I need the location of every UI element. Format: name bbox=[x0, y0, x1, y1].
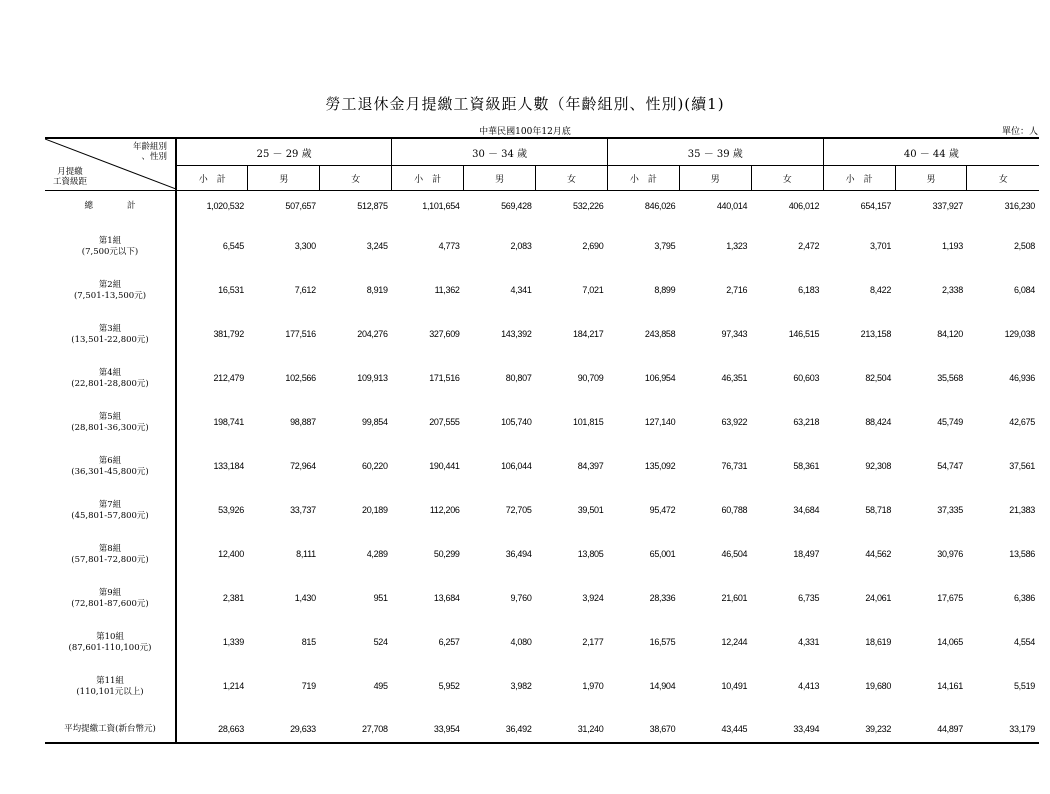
table-cell: 19,680 bbox=[865, 681, 892, 691]
table-cell: 171,516 bbox=[429, 373, 460, 383]
table-cell: 6,084 bbox=[1013, 285, 1035, 295]
table-cell: 204,276 bbox=[357, 329, 388, 339]
table-cell: 654,157 bbox=[860, 201, 892, 211]
table-cell: 109,913 bbox=[357, 373, 388, 383]
table-cell: 10,491 bbox=[721, 681, 748, 691]
row-label-group: 第4組 bbox=[98, 368, 122, 378]
table-cell: 7,612 bbox=[294, 285, 316, 295]
table-cell: 28,336 bbox=[649, 593, 676, 603]
table-row bbox=[45, 716, 1039, 743]
row-label bbox=[45, 408, 176, 452]
table-cell: 512,875 bbox=[357, 201, 388, 211]
corner-top-label-1: 年齡組別 bbox=[132, 142, 167, 152]
row-label-group: 第1組 bbox=[98, 236, 122, 246]
male-header: 男 bbox=[464, 166, 536, 191]
table-cell: 17,675 bbox=[937, 593, 963, 603]
table-row bbox=[45, 408, 1039, 452]
table-cell: 524 bbox=[373, 637, 388, 647]
table-cell: 316,230 bbox=[1004, 201, 1035, 211]
table-cell: 102,566 bbox=[285, 373, 316, 383]
table-cell: 1,101,654 bbox=[422, 201, 460, 211]
table-cell: 440,014 bbox=[716, 201, 748, 211]
table-row bbox=[45, 320, 1039, 364]
table-cell: 243,858 bbox=[644, 329, 676, 339]
table-cell: 92,308 bbox=[865, 461, 892, 471]
table-cell: 4,080 bbox=[510, 637, 532, 647]
row-label-group: 第6組 bbox=[98, 456, 122, 466]
table-cell: 46,936 bbox=[1009, 373, 1035, 383]
table-cell: 129,038 bbox=[1004, 329, 1035, 339]
table-title: 勞工退休金月提繳工資級距人數（年齡組別、性別)(續1) bbox=[325, 95, 725, 113]
row-label-range: (13,501-22,800元) bbox=[71, 335, 149, 345]
female-header: 女 bbox=[751, 166, 823, 191]
table-cell: 4,341 bbox=[510, 285, 532, 295]
table-cell: 46,504 bbox=[721, 549, 748, 559]
table-cell: 6,735 bbox=[798, 593, 820, 603]
age-group-header: 40 － 44 歲 bbox=[823, 138, 1039, 166]
row-label-range: (57,801-72,800元) bbox=[71, 555, 149, 565]
table-cell: 101,815 bbox=[573, 417, 604, 427]
table-cell: 2,083 bbox=[510, 241, 532, 251]
table-cell: 6,386 bbox=[1013, 593, 1035, 603]
table-cell: 37,335 bbox=[937, 505, 963, 515]
table-cell: 14,065 bbox=[937, 637, 963, 647]
row-label-range: (36,301-45,800元) bbox=[71, 467, 149, 477]
table-cell: 35,568 bbox=[937, 373, 963, 383]
female-header: 女 bbox=[967, 166, 1039, 191]
table-cell: 4,554 bbox=[1013, 637, 1035, 647]
table-cell: 532,226 bbox=[573, 201, 604, 211]
table-cell: 72,705 bbox=[505, 505, 532, 515]
table-cell: 34,684 bbox=[793, 505, 820, 515]
table-cell: 4,331 bbox=[798, 637, 820, 647]
table-cell: 8,422 bbox=[870, 285, 892, 295]
table-cell: 846,026 bbox=[644, 201, 676, 211]
table-cell: 112,206 bbox=[429, 505, 460, 515]
table-cell: 1,020,532 bbox=[206, 201, 244, 211]
row-label-group: 第5組 bbox=[98, 412, 122, 422]
table-row bbox=[45, 672, 1039, 716]
table-cell: 106,044 bbox=[501, 461, 532, 471]
data-table bbox=[45, 137, 1039, 744]
table-cell: 106,954 bbox=[644, 373, 676, 383]
row-label-range: (22,801-28,800元) bbox=[71, 379, 149, 389]
row-label bbox=[45, 628, 176, 672]
subtotal-header: 小 計 bbox=[392, 166, 464, 191]
table-cell: 1,970 bbox=[582, 681, 604, 691]
table-cell: 43,445 bbox=[679, 716, 751, 743]
table-cell: 213,158 bbox=[860, 329, 892, 339]
table-cell: 3,701 bbox=[870, 241, 892, 251]
table-row bbox=[45, 232, 1039, 276]
row-label bbox=[45, 320, 176, 364]
table-cell: 495 bbox=[373, 681, 388, 691]
table-cell: 63,218 bbox=[793, 417, 820, 427]
row-label bbox=[45, 584, 176, 628]
table-cell: 7,021 bbox=[582, 285, 604, 295]
table-cell: 4,413 bbox=[798, 681, 820, 691]
table-cell: 31,240 bbox=[536, 716, 608, 743]
row-label-group: 第11組 bbox=[96, 676, 124, 686]
table-cell: 72,964 bbox=[290, 461, 316, 471]
table-cell: 127,140 bbox=[644, 417, 676, 427]
table-cell: 13,586 bbox=[1009, 549, 1035, 559]
unit-caption: 單位：人 bbox=[1001, 127, 1038, 137]
table-cell: 1,430 bbox=[294, 593, 316, 603]
table-row bbox=[45, 452, 1039, 496]
table-cell: 1,214 bbox=[222, 681, 244, 691]
table-cell: 2,338 bbox=[941, 285, 963, 295]
row-label bbox=[45, 191, 176, 233]
subtotal-header: 小 計 bbox=[176, 166, 248, 191]
table-cell: 6,257 bbox=[438, 637, 460, 647]
table-cell: 39,501 bbox=[577, 505, 604, 515]
table-cell: 84,120 bbox=[937, 329, 963, 339]
row-label-range: (110,101元以上) bbox=[76, 687, 144, 697]
table-cell: 8,919 bbox=[366, 285, 388, 295]
table-cell: 135,092 bbox=[644, 461, 676, 471]
table-cell: 60,603 bbox=[793, 373, 820, 383]
table-row bbox=[45, 584, 1039, 628]
table-cell: 14,904 bbox=[649, 681, 676, 691]
row-label bbox=[45, 232, 176, 276]
table-cell: 11,362 bbox=[434, 285, 460, 295]
table-cell: 2,381 bbox=[222, 593, 244, 603]
row-label bbox=[45, 540, 176, 584]
table-cell: 76,731 bbox=[721, 461, 748, 471]
table-cell: 54,747 bbox=[937, 461, 963, 471]
table-cell: 33,494 bbox=[751, 716, 823, 743]
corner-top-label-2: 、性別 bbox=[141, 152, 167, 162]
table-cell: 3,300 bbox=[294, 241, 316, 251]
table-row bbox=[45, 628, 1039, 672]
table-row bbox=[45, 540, 1039, 584]
row-label-group: 第7組 bbox=[98, 500, 122, 510]
table-cell: 143,392 bbox=[501, 329, 532, 339]
row-label-range: (87,601-110,100元) bbox=[68, 643, 152, 653]
table-cell: 1,193 bbox=[941, 241, 963, 251]
table-cell: 44,897 bbox=[895, 716, 967, 743]
table-cell: 6,545 bbox=[222, 241, 244, 251]
table-cell: 13,805 bbox=[577, 549, 604, 559]
row-label bbox=[45, 496, 176, 540]
table-cell: 44,562 bbox=[865, 549, 892, 559]
subtotal-header: 小 計 bbox=[823, 166, 895, 191]
table-cell: 46,351 bbox=[721, 373, 748, 383]
table-cell: 719 bbox=[301, 681, 316, 691]
table-row bbox=[45, 364, 1039, 408]
table-cell: 36,494 bbox=[505, 549, 532, 559]
row-label bbox=[45, 716, 176, 743]
table-cell: 16,575 bbox=[649, 637, 676, 647]
corner-header bbox=[45, 138, 176, 191]
table-cell: 2,716 bbox=[726, 285, 748, 295]
table-cell: 12,400 bbox=[218, 549, 244, 559]
table-cell: 198,741 bbox=[213, 417, 244, 427]
table-cell: 37,561 bbox=[1009, 461, 1035, 471]
row-label-group: 平均提繳工資(新台幣元) bbox=[64, 723, 156, 734]
table-cell: 212,479 bbox=[213, 373, 244, 383]
row-label-group: 第2組 bbox=[98, 280, 122, 290]
table-cell: 58,361 bbox=[793, 461, 820, 471]
table-cell: 42,675 bbox=[1009, 417, 1035, 427]
table-cell: 33,954 bbox=[392, 716, 464, 743]
row-label-range: (7,500元以下) bbox=[81, 247, 139, 257]
table-cell: 327,609 bbox=[429, 329, 460, 339]
table-body bbox=[45, 191, 1039, 744]
table-cell: 24,061 bbox=[865, 593, 892, 603]
table-cell: 569,428 bbox=[501, 201, 532, 211]
table-cell: 50,299 bbox=[433, 549, 460, 559]
table-cell: 30,976 bbox=[937, 549, 963, 559]
table-row bbox=[45, 276, 1039, 320]
male-header: 男 bbox=[248, 166, 320, 191]
table-cell: 36,492 bbox=[464, 716, 536, 743]
table-cell: 146,515 bbox=[788, 329, 820, 339]
table-cell: 9,760 bbox=[510, 593, 532, 603]
table-cell: 6,183 bbox=[798, 285, 820, 295]
row-label-range: (45,801-57,800元) bbox=[71, 511, 149, 521]
table-cell: 33,737 bbox=[290, 505, 316, 515]
table-cell: 1,339 bbox=[222, 637, 244, 647]
female-header: 女 bbox=[536, 166, 608, 191]
table-cell: 58,718 bbox=[865, 505, 892, 515]
table-cell: 29,633 bbox=[248, 716, 320, 743]
table-cell: 8,111 bbox=[296, 549, 316, 559]
row-label-group: 第3組 bbox=[98, 324, 122, 334]
row-label-range: (72,801-87,600元) bbox=[71, 599, 149, 609]
table-cell: 97,343 bbox=[721, 329, 748, 339]
row-label-group: 第10組 bbox=[96, 632, 124, 642]
table-cell: 5,952 bbox=[438, 681, 460, 691]
table-cell: 13,684 bbox=[433, 593, 460, 603]
table-cell: 177,516 bbox=[285, 329, 316, 339]
table-cell: 3,795 bbox=[654, 241, 676, 251]
table-cell: 63,922 bbox=[721, 417, 748, 427]
male-header: 男 bbox=[895, 166, 967, 191]
table-cell: 2,508 bbox=[1013, 241, 1035, 251]
table-cell: 8,899 bbox=[654, 285, 676, 295]
age-group-header: 30 － 34 歲 bbox=[392, 138, 608, 166]
table-cell: 2,472 bbox=[798, 241, 820, 251]
row-label-group: 總 計 bbox=[84, 201, 136, 211]
table-row bbox=[45, 496, 1039, 540]
table-cell: 38,670 bbox=[607, 716, 679, 743]
table-cell: 133,184 bbox=[213, 461, 244, 471]
table-cell: 3,245 bbox=[366, 241, 388, 251]
row-label bbox=[45, 276, 176, 320]
table-cell: 88,424 bbox=[865, 417, 892, 427]
table-cell: 190,441 bbox=[429, 461, 460, 471]
table-cell: 2,690 bbox=[582, 241, 604, 251]
table-cell: 53,926 bbox=[218, 505, 244, 515]
table-cell: 406,012 bbox=[788, 201, 820, 211]
female-header: 女 bbox=[320, 166, 392, 191]
corner-bottom-label-2: 工資級距 bbox=[53, 177, 88, 187]
table-cell: 3,924 bbox=[582, 593, 604, 603]
table-cell: 951 bbox=[373, 593, 388, 603]
table-cell: 98,887 bbox=[290, 417, 316, 427]
table-cell: 5,519 bbox=[1013, 681, 1035, 691]
table-cell: 82,504 bbox=[865, 373, 892, 383]
row-label bbox=[45, 364, 176, 408]
table-cell: 3,982 bbox=[510, 681, 532, 691]
table-row bbox=[45, 191, 1039, 233]
row-label-range: (28,801-36,300元) bbox=[71, 423, 149, 433]
corner-bottom-label-1: 月提繳 bbox=[57, 167, 83, 177]
row-label-group: 第8組 bbox=[98, 544, 122, 554]
table-cell: 65,001 bbox=[649, 549, 676, 559]
table-cell: 60,220 bbox=[361, 461, 388, 471]
age-group-header: 35 － 39 歲 bbox=[607, 138, 823, 166]
table-cell: 184,217 bbox=[573, 329, 604, 339]
table-cell: 337,927 bbox=[932, 201, 963, 211]
table-cell: 45,749 bbox=[937, 417, 963, 427]
age-group-header: 25 － 29 歲 bbox=[176, 138, 392, 166]
table-cell: 18,497 bbox=[793, 549, 820, 559]
subtotal-header: 小 計 bbox=[607, 166, 679, 191]
table-cell: 80,807 bbox=[505, 373, 532, 383]
table-cell: 60,788 bbox=[721, 505, 748, 515]
table-cell: 2,177 bbox=[582, 637, 604, 647]
table-cell: 99,854 bbox=[361, 417, 388, 427]
table-cell: 16,531 bbox=[218, 285, 244, 295]
table-cell: 1,323 bbox=[726, 241, 748, 251]
date-caption: 中華民國100年12月底 bbox=[479, 127, 571, 137]
table-cell: 14,161 bbox=[937, 681, 963, 691]
table-cell: 105,740 bbox=[501, 417, 532, 427]
row-label bbox=[45, 452, 176, 496]
row-label-group: 第9組 bbox=[98, 588, 122, 598]
table-cell: 39,232 bbox=[823, 716, 895, 743]
table-cell: 507,657 bbox=[285, 201, 316, 211]
table-cell: 28,663 bbox=[176, 716, 248, 743]
table-cell: 381,792 bbox=[213, 329, 244, 339]
table-cell: 33,179 bbox=[967, 716, 1039, 743]
table-cell: 21,383 bbox=[1009, 505, 1035, 515]
table-cell: 18,619 bbox=[865, 637, 892, 647]
table-cell: 12,244 bbox=[721, 637, 748, 647]
table-cell: 4,289 bbox=[366, 549, 388, 559]
table-cell: 84,397 bbox=[577, 461, 604, 471]
male-header: 男 bbox=[679, 166, 751, 191]
table-cell: 95,472 bbox=[649, 505, 676, 515]
table-cell: 20,189 bbox=[361, 505, 388, 515]
table-cell: 815 bbox=[301, 637, 316, 647]
table-cell: 21,601 bbox=[721, 593, 748, 603]
table-cell: 207,555 bbox=[429, 417, 460, 427]
table-cell: 27,708 bbox=[320, 716, 392, 743]
row-label-range: (7,501-13,500元) bbox=[73, 291, 147, 301]
table-cell: 90,709 bbox=[577, 373, 604, 383]
table-cell: 4,773 bbox=[438, 241, 460, 251]
row-label bbox=[45, 672, 176, 716]
